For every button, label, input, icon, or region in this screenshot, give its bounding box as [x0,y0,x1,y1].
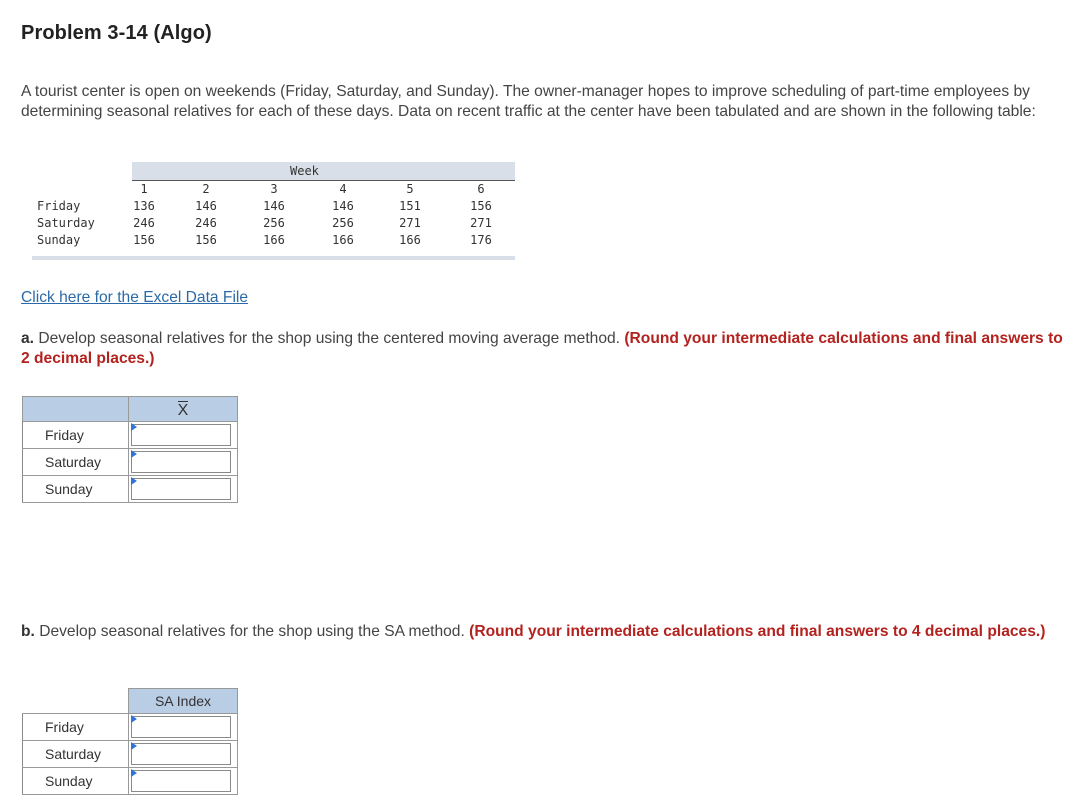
part-b-answer-table [22,688,238,795]
header-rule [132,180,515,181]
data-cell: 256 [332,216,354,230]
header-band [132,162,515,180]
data-cell: 166 [263,233,285,247]
friday-seasonal-relative-input[interactable] [131,424,231,446]
row-label-sunday: Sunday [37,233,81,247]
data-cell: 156 [133,233,155,247]
x-bar-header [129,397,238,422]
answer-cell [129,741,238,768]
x-bar-symbol: X [177,401,189,419]
part-b-text: Develop seasonal relatives for the shop using the SA method. [34,623,470,640]
sa-index-header: SA Index [129,689,238,714]
week-number: 2 [202,182,210,196]
data-cell: 166 [332,233,354,247]
data-cell: 146 [332,199,354,213]
data-cell: 246 [133,216,155,230]
saturday-seasonal-relative-input[interactable] [131,451,231,473]
footer-band [32,256,515,260]
data-cell: 156 [470,199,492,213]
traffic-data-table [32,162,515,260]
problem-title: Problem 3-14 (Algo) [21,22,212,44]
data-cell: 246 [195,216,217,230]
row-label-friday: Friday [37,199,81,213]
row-label-sunday: Sunday [23,476,129,503]
answer-cell [129,449,238,476]
data-cell: 151 [399,199,421,213]
week-number: 5 [406,182,414,196]
input-marker-icon [131,742,137,750]
row-label-saturday: Saturday [23,449,129,476]
saturday-sa-index-input[interactable] [131,743,231,765]
week-number: 3 [270,182,278,196]
input-marker-icon [131,450,137,458]
data-cell: 156 [195,233,217,247]
data-cell: 271 [470,216,492,230]
week-number: 6 [477,182,485,196]
data-cell: 271 [399,216,421,230]
input-marker-icon [131,715,137,723]
friday-sa-index-input[interactable] [131,716,231,738]
part-a-text: Develop seasonal relatives for the shop using the centered moving average method. [34,330,625,347]
part-a-instruction: (Round your intermediate calculations and final answers to 2 decimal places.) [21,330,1063,367]
table-corner [23,397,129,422]
part-a-answer-table [22,396,238,503]
data-cell: 256 [263,216,285,230]
data-cell: 146 [263,199,285,213]
row-label-sunday: Sunday [23,768,129,795]
excel-data-file-link[interactable]: Click here for the Excel Data File [21,289,249,306]
data-cell: 166 [399,233,421,247]
part-a-label: a. [21,330,35,347]
answer-cell [129,714,238,741]
row-label-saturday: Saturday [23,741,129,768]
input-marker-icon [131,477,137,485]
problem-intro: A tourist center is open on weekends (Friday, Saturday, and Sunday). The owner-manager hopes to improve scheduling of part-time employees by determining seasonal relatives for each of these days. Data on recent traffic at the center have been tabulated and are shown in the following table: [21,83,1036,120]
week-header: Week [290,164,319,178]
row-label-saturday: Saturday [37,216,95,230]
sunday-seasonal-relative-input[interactable] [131,478,231,500]
input-marker-icon [131,769,137,777]
data-cell: 176 [470,233,492,247]
data-cell: 146 [195,199,217,213]
table-corner [23,689,129,714]
input-marker-icon [131,423,137,431]
part-b-question [21,622,1071,642]
row-label-friday: Friday [23,422,129,449]
sunday-sa-index-input[interactable] [131,770,231,792]
week-number: 1 [140,182,148,196]
week-number: 4 [339,182,347,196]
part-b-instruction: (Round your intermediate calculations and final answers to 4 decimal places.) [469,623,1046,640]
data-cell: 136 [133,199,155,213]
row-label-friday: Friday [23,714,129,741]
answer-cell [129,768,238,795]
part-a-question [21,329,1071,368]
answer-cell [129,476,238,503]
part-b-label: b. [21,623,35,640]
answer-cell [129,422,238,449]
